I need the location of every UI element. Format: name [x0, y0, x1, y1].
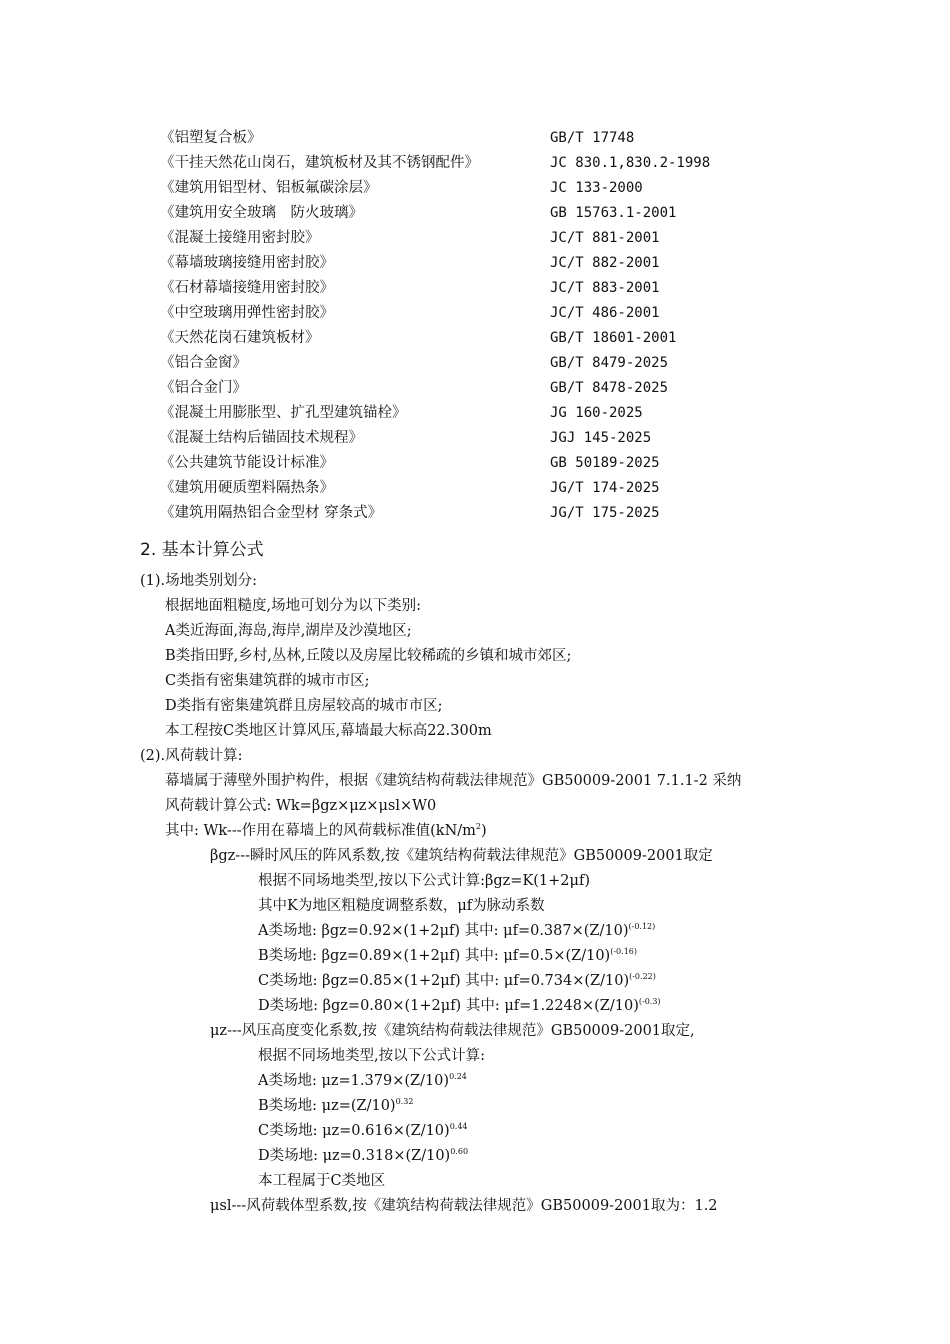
- mu-z-calc: 根据不同场地类型,按以下公式计算:: [258, 1048, 485, 1064]
- reference-code: JGJ 145-2025: [550, 430, 652, 446]
- mu-z-class-a: [258, 1071, 467, 1091]
- reference-row: [160, 477, 840, 502]
- reference-name: 《公共建筑节能设计标准》: [160, 455, 334, 471]
- reference-code: JC/T 882-2001: [550, 255, 660, 271]
- reference-row: [160, 302, 840, 327]
- formula-text: B类场地: βgz=0.89×(1+2μf) 其中: μf=0.5×(Z/10): [258, 948, 611, 964]
- reference-code: GB/T 17748: [550, 130, 635, 146]
- formula-text: C类场地: βgz=0.85×(1+2μf) 其中: μf=0.734×(Z/10): [258, 973, 630, 989]
- wind-load-title: (2).风荷载计算:: [140, 748, 243, 764]
- mu-z-definition: μz---风压高度变化系数,按《建筑结构荷载法律规范》GB50009-2001取定,: [210, 1023, 695, 1039]
- reference-code: GB/T 8478-2025: [550, 380, 669, 396]
- reference-row: [160, 327, 840, 352]
- beta-gz-calc: 根据不同场地类型,按以下公式计算:βgz=K(1+2μf): [258, 873, 590, 889]
- site-class-intro: 根据地面粗糙度,场地可划分为以下类别:: [165, 598, 421, 614]
- reference-code: JC/T 486-2001: [550, 305, 660, 321]
- formula-text: C类场地: μz=0.616×(Z/10): [258, 1123, 450, 1139]
- formula-exponent: 0.24: [449, 1072, 467, 1081]
- reference-code: JC 133-2000: [550, 180, 643, 196]
- reference-code: JC/T 883-2001: [550, 280, 660, 296]
- formula-exponent: (-0.12): [628, 922, 656, 931]
- formula-exponent: (-0.16): [610, 947, 637, 956]
- reference-code: JC/T 881-2001: [550, 230, 660, 246]
- reference-name: 《混凝土用膨胀型、扩孔型建筑锚栓》: [160, 405, 407, 421]
- wind-load-intro: 幕墙属于薄壁外围护构件，根据《建筑结构荷载法律规范》GB50009-2001 7.1.1-2 采纳: [165, 773, 742, 789]
- site-class-c: C类指有密集建筑群的城市市区;: [165, 673, 370, 689]
- reference-name: 《中空玻璃用弹性密封胶》: [160, 305, 334, 321]
- reference-code: GB 50189-2025: [550, 455, 660, 471]
- reference-row: [160, 377, 840, 402]
- reference-name: 《混凝土结构后锚固技术规程》: [160, 430, 363, 446]
- reference-row: [160, 452, 840, 477]
- formula-exponent: (-0.22): [629, 972, 656, 981]
- formula-text: D类场地: βgz=0.80×(1+2μf) 其中: μf=1.2248×(Z/10): [258, 998, 639, 1014]
- site-class-project: 本工程按C类地区计算风压,幕墙最大标高22.300m: [165, 723, 492, 739]
- reference-name: 《干挂天然花山岗石，建筑板材及其不锈钢配件》: [160, 155, 479, 171]
- reference-name: 《幕墙玻璃接缝用密封胶》: [160, 255, 334, 271]
- mu-z-class-d: [258, 1146, 468, 1166]
- site-class-title: (1).场地类别划分:: [140, 573, 258, 589]
- reference-standards-list: [160, 127, 840, 527]
- wind-load-where: [165, 821, 487, 841]
- formula-exponent: (-0.3): [638, 997, 661, 1006]
- reference-name: 《铝合金窗》: [160, 355, 247, 371]
- reference-name: 《建筑用安全玻璃 防火玻璃》: [160, 205, 363, 221]
- wind-load-formula: 风荷载计算公式: Wk=βgz×μz×μsl×W0: [165, 798, 437, 814]
- beta-gz-class-c: [258, 971, 656, 991]
- beta-gz-note: 其中K为地区粗糙度调整系数，μf为脉动系数: [258, 898, 545, 914]
- mu-z-project: 本工程属于C类地区: [258, 1173, 386, 1189]
- mu-sl-definition: μsl---风荷载体型系数,按《建筑结构荷载法律规范》GB50009-2001取为：1.2: [210, 1198, 718, 1214]
- site-class-b: B类指田野,乡村,丛林,丘陵以及房屋比较稀疏的乡镇和城市郊区;: [165, 648, 572, 664]
- reference-code: GB 15763.1-2001: [550, 205, 677, 221]
- beta-gz-class-b: [258, 946, 637, 966]
- site-class-d: D类指有密集建筑群且房屋较高的城市市区;: [165, 698, 443, 714]
- formula-exponent: 0.60: [450, 1147, 469, 1156]
- formula-exponent: 0.32: [395, 1097, 414, 1106]
- reference-code: JG/T 175-2025: [550, 505, 660, 521]
- reference-row: [160, 277, 840, 302]
- formula-text: D类场地: μz=0.318×(Z/10): [258, 1148, 451, 1164]
- reference-code: JC 830.1,830.2-1998: [550, 155, 711, 171]
- reference-row: [160, 252, 840, 277]
- reference-name: 《铝合金门》: [160, 380, 247, 396]
- beta-gz-class-d: [258, 996, 661, 1016]
- reference-code: GB/T 18601-2001: [550, 330, 677, 346]
- where-text: 其中: Wk---作用在幕墙上的风荷载标准值(kN/m: [165, 823, 476, 839]
- formula-text: A类场地: μz=1.379×(Z/10): [258, 1073, 450, 1089]
- reference-row: [160, 352, 840, 377]
- reference-name: 《建筑用铝型材、铝板氟碳涂层》: [160, 180, 378, 196]
- beta-gz-definition: βgz---瞬时风压的阵风系数,按《建筑结构荷载法律规范》GB50009-2001取定: [210, 848, 713, 864]
- reference-name: 《建筑用硬质塑料隔热条》: [160, 480, 334, 496]
- reference-code: GB/T 8479-2025: [550, 355, 669, 371]
- formula-text: B类场地: μz=(Z/10): [258, 1098, 396, 1114]
- reference-row: [160, 177, 840, 202]
- reference-row: [160, 152, 840, 177]
- reference-row: [160, 227, 840, 252]
- reference-name: 《铝塑复合板》: [160, 130, 262, 146]
- reference-name: 《石材幕墙接缝用密封胶》: [160, 280, 334, 296]
- section-heading: 2. 基本计算公式: [140, 540, 264, 560]
- reference-name: 《混凝土接缝用密封胶》: [160, 230, 320, 246]
- reference-code: JG/T 174-2025: [550, 480, 660, 496]
- formula-text: A类场地: βgz=0.92×(1+2μf) 其中: μf=0.387×(Z/10): [258, 923, 629, 939]
- reference-row: [160, 402, 840, 427]
- mu-z-class-b: [258, 1096, 413, 1116]
- reference-row: [160, 202, 840, 227]
- mu-z-class-c: [258, 1121, 468, 1141]
- formula-exponent: 0.44: [449, 1122, 468, 1131]
- beta-gz-class-a: [258, 921, 655, 941]
- unit-exponent: 2: [475, 822, 481, 831]
- reference-row: [160, 127, 840, 152]
- reference-name: 《天然花岗石建筑板材》: [160, 330, 320, 346]
- reference-name: 《建筑用隔热铝合金型材 穿条式》: [160, 505, 383, 521]
- reference-code: JG 160-2025: [550, 405, 643, 421]
- where-close: ): [481, 823, 487, 839]
- reference-row: [160, 427, 840, 452]
- site-class-a: A类近海面,海岛,海岸,湖岸及沙漠地区;: [165, 623, 412, 639]
- reference-row: [160, 502, 840, 527]
